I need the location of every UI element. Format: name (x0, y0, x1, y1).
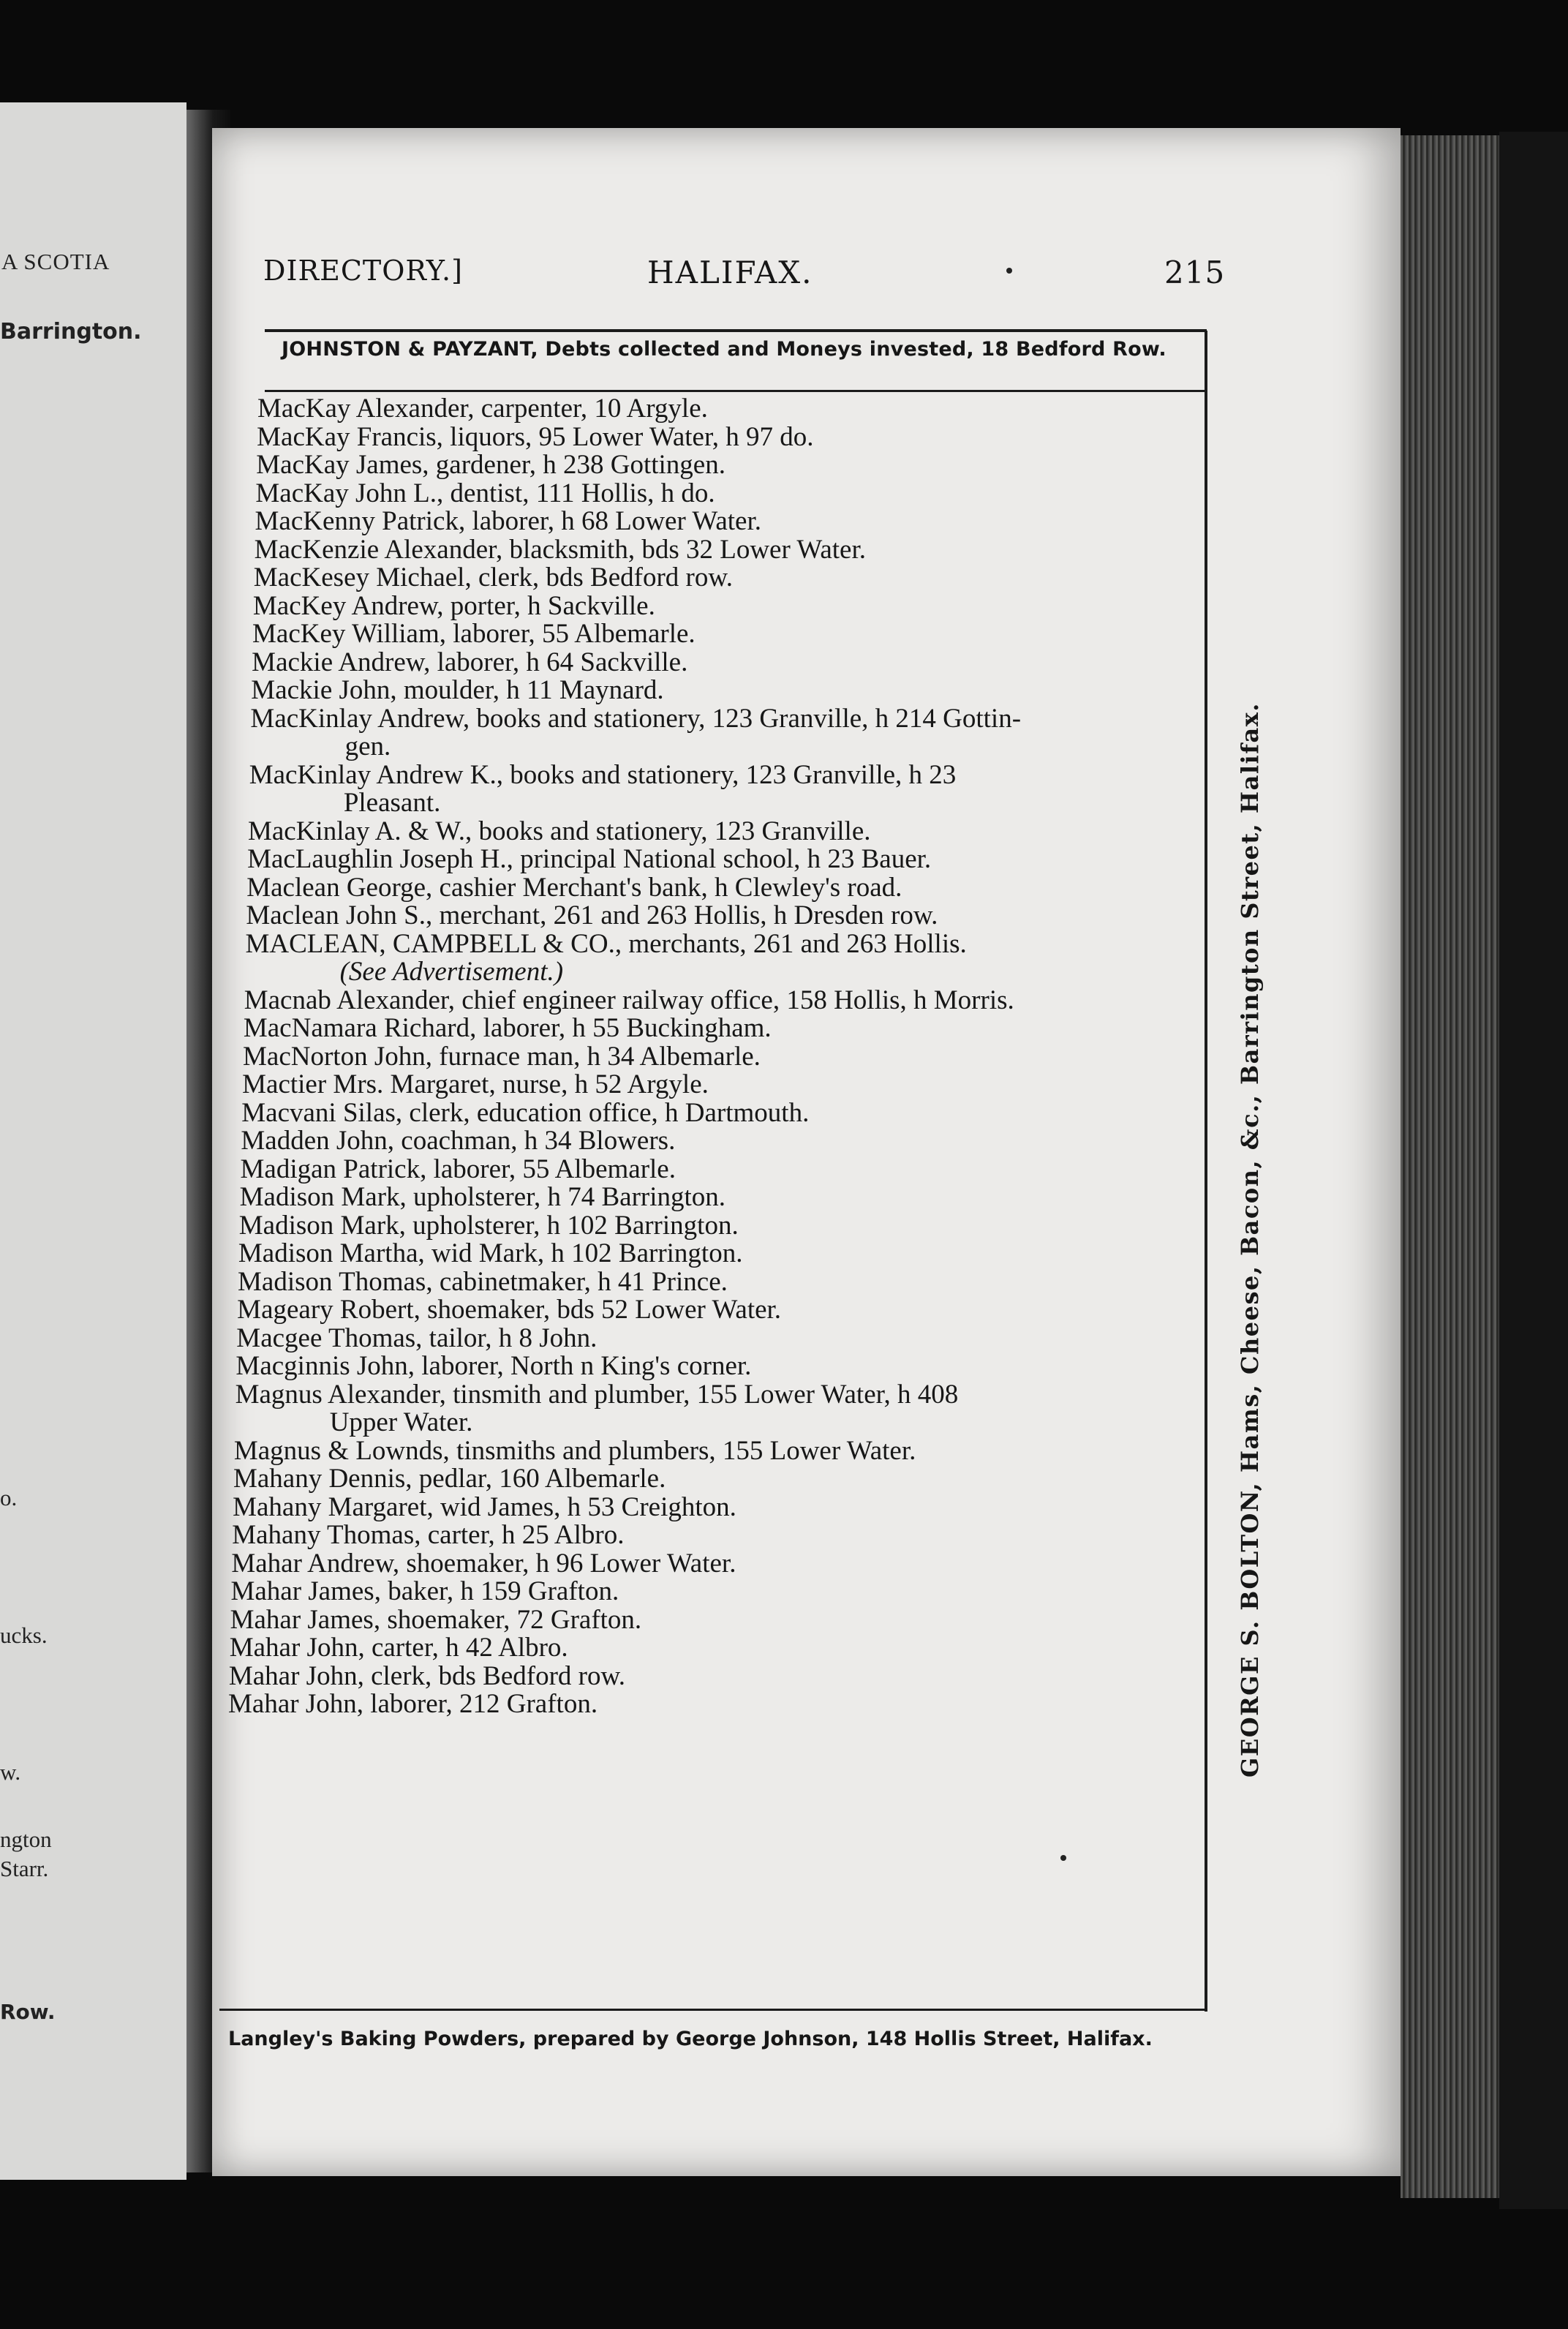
directory-entry: MacKey Andrew, porter, h Sackville. (252, 590, 655, 621)
directory-entry: Mahar James, shoemaker, 72 Grafton. (230, 1604, 642, 1635)
directory-entry: Madigan Patrick, laborer, 55 Albemarle. (240, 1154, 676, 1184)
previous-page-header: A SCOTIA (1, 249, 110, 274)
directory-entry: Mageary Robert, shoemaker, bds 52 Lower Water. (237, 1295, 782, 1325)
directory-entry: Macginnis John, laborer, North n King's corner. (235, 1351, 752, 1381)
ink-speck (1006, 268, 1012, 274)
directory-entry: Macgee Thomas, tailor, h 8 John. (236, 1322, 598, 1353)
frame-bottom-rule (219, 2009, 1207, 2011)
directory-entry: Mackie John, moulder, h 11 Maynard. (251, 675, 664, 705)
directory-entry: Madden John, coachman, h 34 Blowers. (241, 1126, 676, 1156)
directory-entry: Mahar John, carter, h 42 Albro. (229, 1633, 568, 1663)
directory-entry: MacKinlay Andrew K., books and stationery, 123 Granville, h 23 (249, 759, 957, 790)
frame-right-rule (1205, 331, 1207, 2012)
directory-entry: MacKesey Michael, clerk, bds Bedford row. (253, 563, 733, 592)
directory-entry: MacKenny Patrick, laborer, h 68 Lower Water. (255, 506, 762, 536)
page-number: 215 (1164, 255, 1226, 290)
directory-entry: MacKay John L., dentist, 111 Hollis, h do. (255, 478, 715, 508)
directory-entry: MacNamara Richard, laborer, h 55 Buckingham. (243, 1013, 772, 1043)
ink-speck (1060, 1855, 1066, 1861)
directory-entry: Mahar John, laborer, 212 Grafton. (228, 1689, 598, 1719)
frame-header-rule (265, 390, 1207, 392)
previous-page-subheader: Barrington. (0, 319, 142, 345)
directory-entry: MacNorton John, furnace man, h 34 Albemarle. (243, 1041, 761, 1072)
directory-entry-continuation: gen. (344, 731, 391, 761)
directory-entry: MacKey William, laborer, 55 Albemarle. (252, 619, 696, 649)
directory-entry: Macvani Silas, clerk, education office, h Dartmouth. (241, 1097, 810, 1128)
directory-entry: Madison Mark, upholsterer, h 74 Barrington. (239, 1182, 726, 1212)
directory-entry: MacKay James, gardener, h 238 Gottingen. (256, 450, 725, 480)
directory-entry: Maclean George, cashier Merchant's bank, h Clewley's road. (246, 872, 902, 903)
directory-entry: Madison Martha, wid Mark, h 102 Barrington. (238, 1238, 743, 1268)
directory-entry: Mahany Dennis, pedlar, 160 Albemarle. (233, 1464, 666, 1494)
directory-entry: Mahar Andrew, shoemaker, h 96 Lower Water. (231, 1548, 736, 1579)
directory-entry: MacKinlay Andrew, books and stationery, 123 Granville, h 214 Gottin- (250, 703, 1022, 734)
directory-entry: Madison Mark, upholsterer, h 102 Barrington. (238, 1210, 739, 1241)
directory-entry: MacKinlay A. & W., books and stationery, 123 Granville. (247, 816, 871, 846)
directory-entry: Mahany Thomas, carter, h 25 Albro. (232, 1520, 625, 1550)
running-header-left: DIRECTORY.] (263, 255, 463, 287)
directory-entry-continuation: (See Advertisement.) (339, 957, 564, 987)
previous-page-fragment: o. (0, 1485, 18, 1510)
side-advertisement: GEORGE S. BOLTON, Hams, Cheese, Bacon, &c., Barrington Street, Halifax. (1236, 702, 1264, 1777)
previous-page-fragment: ngton (0, 1826, 52, 1852)
page-edges (1401, 135, 1499, 2198)
directory-entry: Madison Thomas, cabinetmaker, h 41 Prince. (238, 1266, 728, 1297)
previous-page-fragment: Row. (0, 2000, 56, 2024)
directory-entry: MacKay Francis, liquors, 95 Lower Water, h 97 do. (257, 421, 814, 452)
bottom-advertisement: Langley's Baking Powders, prepared by George Johnson, 148 Hollis Street, Halifax. (228, 2028, 1153, 2050)
directory-entry: Magnus & Lownds, tinsmiths and plumbers, 155 Lower Water. (233, 1435, 916, 1466)
directory-entry-continuation: Upper Water. (329, 1407, 473, 1437)
directory-entry: Mactier Mrs. Margaret, nurse, h 52 Argyle. (242, 1069, 709, 1099)
running-header-title: HALIFAX. (647, 255, 813, 290)
directory-entry-continuation: Pleasant. (343, 788, 441, 818)
directory-entry: Mackie Andrew, laborer, h 64 Sackville. (252, 647, 688, 677)
directory-entry: Mahar James, baker, h 159 Grafton. (230, 1576, 619, 1606)
frame-top-rule (265, 329, 1207, 332)
book-edge (1499, 132, 1568, 2209)
directory-entry: Mahar John, clerk, bds Bedford row. (228, 1660, 626, 1691)
directory-entry: Magnus Alexander, tinsmith and plumber, 155 Lower Water, h 408 (235, 1379, 959, 1410)
top-advertisement: JOHNSTON & PAYZANT, Debts collected and Moneys invested, 18 Bedford Row. (282, 338, 1166, 361)
directory-entry: MacKay Alexander, carpenter, 10 Argyle. (257, 394, 708, 424)
previous-page-fragment: w. (0, 1759, 21, 1785)
directory-entry: MacLaughlin Joseph H., principal National school, h 23 Bauer. (247, 844, 932, 874)
previous-page-fragment: ucks. (0, 1622, 48, 1648)
directory-entry: MACLEAN, CAMPBELL & CO., merchants, 261 and 263 Hollis. (245, 928, 967, 959)
directory-entry: Macnab Alexander, chief engineer railway office, 158 Hollis, h Morris. (244, 985, 1014, 1015)
directory-entry: MacKenzie Alexander, blacksmith, bds 32 Lower Water. (254, 534, 866, 565)
directory-entry: Mahany Margaret, wid James, h 53 Creighton. (233, 1491, 736, 1522)
directory-entry: Maclean John S., merchant, 261 and 263 Hollis, h Dresden row. (246, 900, 938, 930)
previous-page-fragment: Starr. (0, 1856, 49, 1881)
